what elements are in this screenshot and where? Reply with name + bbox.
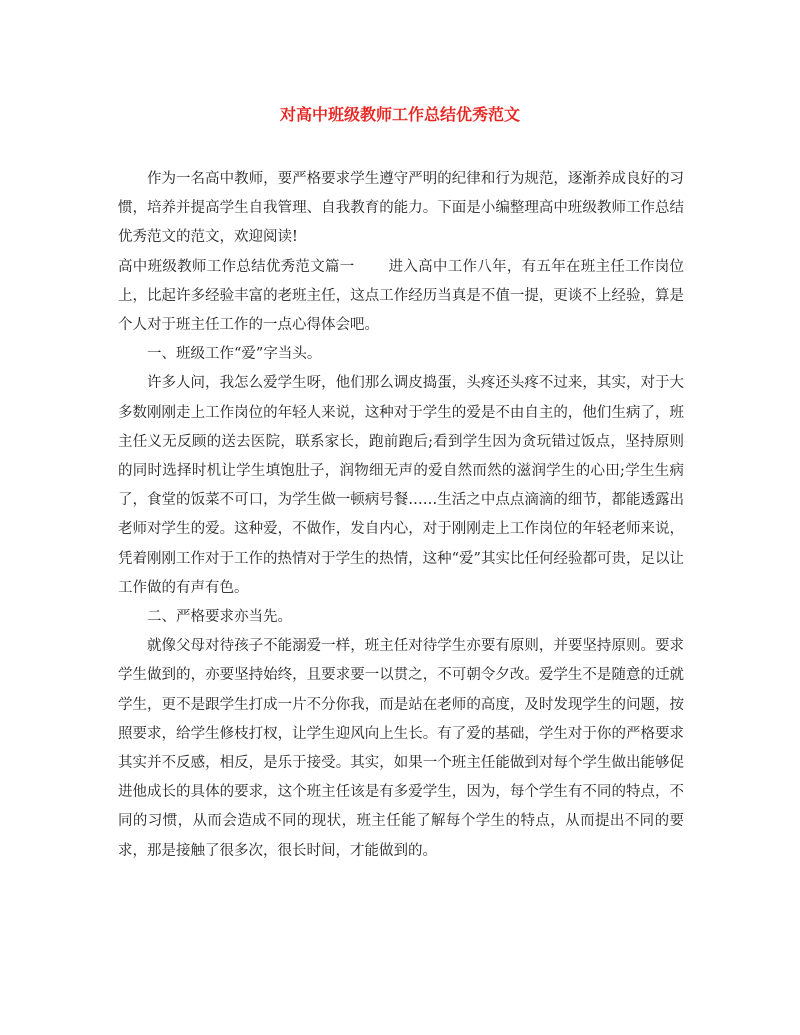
- document-body: [118, 165, 684, 866]
- section-label: 高中班级教师工作总结优秀范文篇一: [118, 258, 355, 275]
- section-intro: 进入高中工作八年，有五年在班主任工作岗位上，比起许多经验丰富的老班主任，这点工作经历当真是不值一提，更谈不上经验，算是个人对于班主任工作的一点心得体会吧。: [118, 258, 685, 334]
- document-title: 对高中班级教师工作总结优秀范文: [279, 105, 520, 124]
- body-paragraph-1: 许多人问，我怎么爱学生呀，他们那么调皮捣蛋，头疼还头疼不过来，其实，对于大多数刚刚走上工作岗位的年轻人来说，这种对于学生的爱是不由自主的，他们生病了，班主任义无反顾的送去医院，联系家长，跑前跑后;看到学生因为贪玩错过饭点，坚持原则的同时选择时机让学生填饱肚子，润物细无声的爱自然而然的滋润学生的心田;学生生病了，食堂的饭菜不可口，为学生做一顿病号餐……生活之中点点滴滴的细节，都能透露出老师对学生的爱。这种爱，不做作，发自内心，对于刚刚走上工作岗位的年轻老师来说，凭着刚刚工作对于工作的热情对于学生的热情，这种“爱”其实比任何经验都可贵，足以让工作做的有声有色。: [118, 375, 684, 596]
- section-heading-1: 一、班级工作“爱”字当头。: [147, 346, 322, 363]
- section-heading-2: 二、严格要求亦当先。: [147, 609, 292, 626]
- body-paragraph-2: 就像父母对待孩子不能溺爱一样，班主任对待学生亦要有原则，并要坚持原则。要求学生做到的，亦要坚持始终，且要求要一以贯之，不可朝令夕改。爱学生不是随意的迁就学生，更不是跟学生打成一片不分你我，而是站在老师的高度，及时发现学生的问题，按照要求，给学生修枝打杈，让学生迎风向上生长。有了爱的基础，学生对于你的严格要求其实并不反感，相反，是乐于接受。其实，如果一个班主任能做到对每个学生做出能够促进他成长的具体的要求，这个班主任该是有多爱学生，因为，每个学生有不同的特点，不同的习惯，从而会造成不同的现状，班主任能了解每个学生的特点，从而提出不同的要求，那是接触了很多次，很长时间，才能做到的。: [118, 638, 684, 859]
- section-paragraph: [118, 253, 684, 341]
- intro-paragraph: 作为一名高中教师，要严格要求学生遵守严明的纪律和行为规范，逐渐养成良好的习惯，培养并提高学生自我管理、自我教育的能力。下面是小编整理高中班级教师工作总结优秀范文的范文，欢迎阅读!: [118, 171, 684, 246]
